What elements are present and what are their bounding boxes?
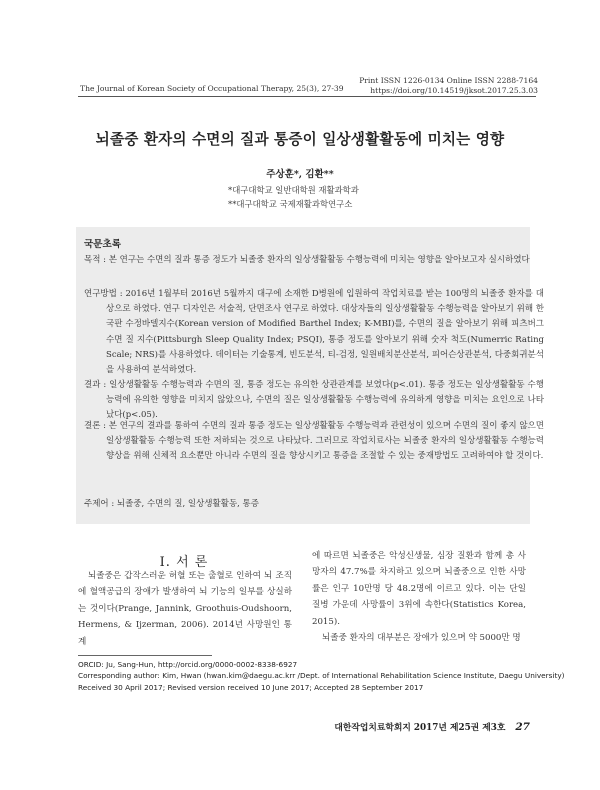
abstract-conclusion: 결론 : 본 연구의 결과를 통하여 수면의 질과 통증 정도는 일상생활활동 수행능력과 관련성이 있으며 수면의 질이 좋지 않으면 일상생활활동 수행능력 또한 저하되는 것으로 나타났다. 그러므로 작업치료사는 뇌졸중 환자의 일상생활활동 수행능력 향상을 위해 신체적 요소뿐만 아니라 수면의 질을 향상시키고 통증을 조절할 수 있는 중재방법도 고려하여야 할 것이다.: [84, 421, 544, 462]
intro-left-column: [78, 568, 292, 650]
intro-paragraph-2: 에 따르면 뇌졸중은 악성신생물, 심장 질환과 함께 총 사망자의 47.7%를 차지하고 있으며 뇌졸중으로 인한 사망률은 인구 10만명 당 48.2명에 이르고 있다. 이는 단일 질병 가운데 사망률이 3위에 속한다(Statistics Korea, 2015).: [312, 551, 526, 627]
journal-running-header: The Journal of Korean Society of Occupational Therapy, 25(3), 27-39: [80, 84, 344, 93]
intro-right-column: [312, 548, 526, 646]
footnote-rule: [78, 655, 212, 656]
footnotes: [78, 659, 565, 693]
affiliation-2: **대구대학교 국제재활과학연구소: [228, 199, 353, 209]
corresponding-author-note: Corresponding author: Kim, Hwan (hwan.kim@daegu.ac.krr /Dept. of International Rehabilitation Science Institute, Daegu University): [78, 671, 565, 681]
header-rule: [78, 96, 536, 97]
intro-paragraph-3: 뇌졸중 환자의 대부분은 장애가 있으며 약 5000만 명: [322, 633, 521, 644]
received-dates-note: Received 30 April 2017; Revised version received 10 June 2017; Accepted 28 September 2017: [78, 682, 424, 692]
authors: 주상훈*, 김환**: [266, 169, 334, 180]
paper-title: 뇌졸중 환자의 수면의 질과 통증이 일상생활활동에 미치는 영향: [95, 131, 505, 148]
abstract-heading: 국문초록: [84, 239, 122, 250]
abstract-method: 연구방법 : 2016년 1월부터 2016년 5월까지 대구에 소재한 D병원에 입원하여 작업치료를 받는 100명의 뇌졸중 환자를 대상으로 하였다. 연구 디자인은 서술적, 단면조사 연구로 하였다. 대상자들의 일상생활활동 수행능력을 알아보기 위해 한국판 수정바델지수(Korean version of Modified Barthel Index; K-MBI)를, 수면의 질을 알아보기 위해 피츠버그 수면 질 지수(Pittsburgh Sleep Quality Index; PSQI), 통증 정도를 알아보기 위해 숫자 척도(Numerric Rating Scale; NRS)를 사용하였다. 데이터는 기술통계, 빈도분석, 티-검정, 일원배치분산분석, 피어슨상관분석, 다중회귀분석을 사용하여 분석하였다.: [84, 289, 544, 376]
doi-link[interactable]: https://doi.org/10.14519/jksot.2017.25.3.03: [370, 86, 538, 95]
affiliation-1: *대구대학교 일반대학원 재활과학과: [228, 185, 359, 195]
footer-journal: 대한작업치료학회지 2017년 제25권 제3호: [334, 723, 506, 733]
abstract-result: 결과 : 일상생활활동 수행능력과 수면의 질, 통증 정도는 유의한 상관관계를 보였다(p<.01). 통증 정도는 일상생활활동 수행능력에 유의한 영향을 미치지 않았으나, 수면의 질은 일상생활활동 수행능력에 유의하게 영향을 미치는 요인으로 나타났다(p<.05).: [84, 380, 544, 421]
section-title-introduction: Ⅰ. 서 론: [159, 555, 209, 570]
page-number: 27: [515, 721, 530, 733]
page-footer: [334, 720, 530, 733]
abstract-purpose: 목적 : 본 연구는 수면의 질과 통증 정도가 뇌졸중 환자의 일상생활활동 수행능력에 미치는 영향을 알아보고자 실시하였다: [84, 255, 530, 265]
issn-line: Print ISSN 1226-0134 Online ISSN 2288-7164: [359, 76, 538, 85]
intro-paragraph-1: 뇌졸중은 갑작스러운 허혈 또는 출혈로 인하여 뇌 조직에 혈액공급의 장애가 발생하여 뇌 기능의 일부를 상실하는 것이다(Prange, Jannink, Groothuis-Oudshoorn, Hermens, & Ijzerman, 2006). 2014년 사망원인 통계: [78, 571, 292, 647]
orcid-note: ORCID: Ju, Sang-Hun, http://orcid.org/0000-0002-8338-6927: [78, 660, 298, 669]
abstract-keywords: 주제어 : 뇌졸중, 수면의 질, 일상생활활동, 통증: [84, 499, 259, 509]
issn-doi-block: [359, 76, 538, 96]
